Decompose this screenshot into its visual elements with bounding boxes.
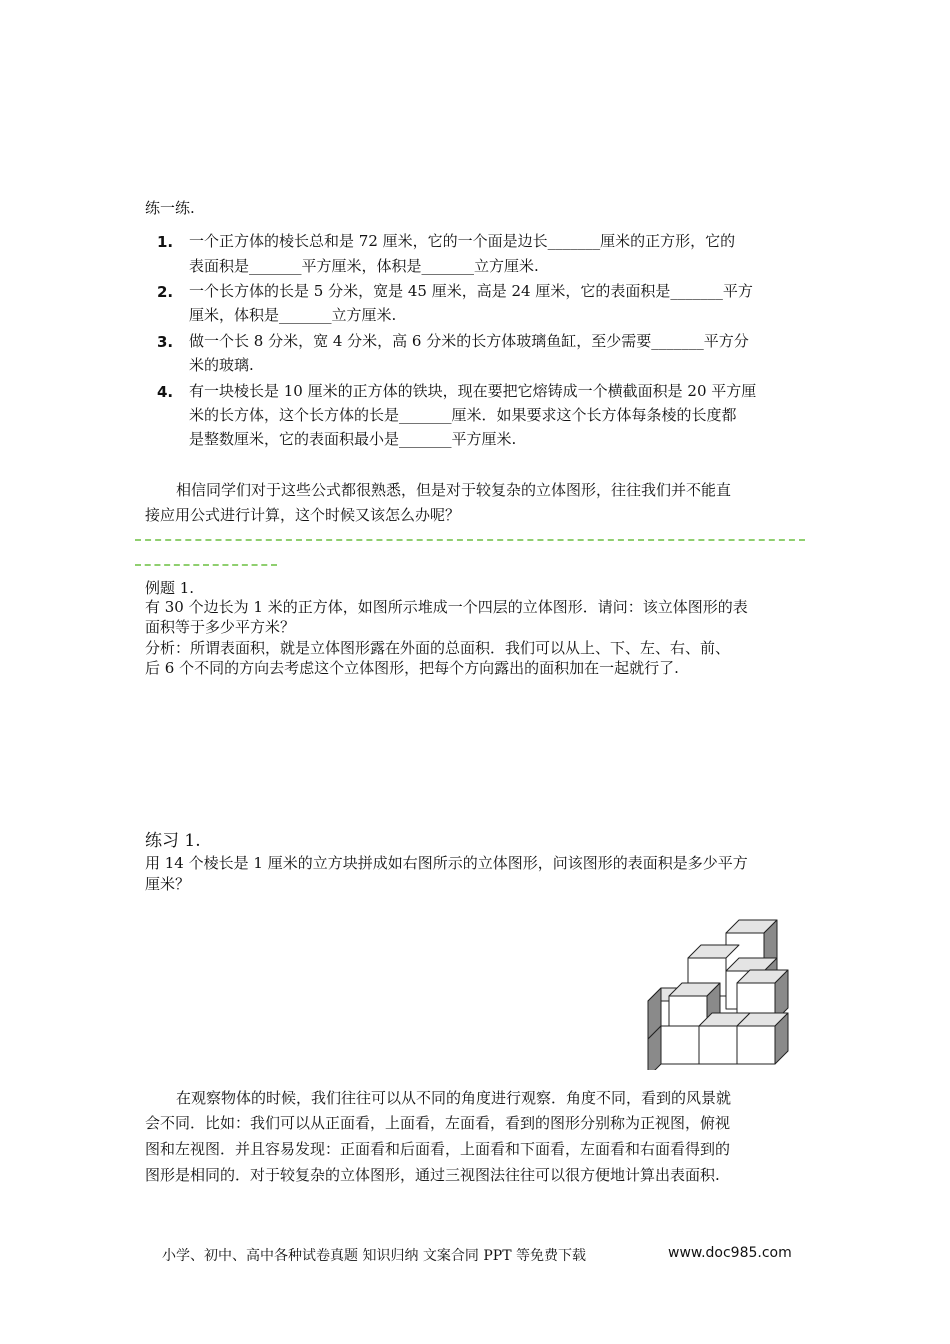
practice-heading: 练一练. xyxy=(145,199,195,217)
example-analysis-line1: 分析：所谓表面积，就是立体图形露在外面的总面积．我们可以从上、下、左、右、前、 xyxy=(145,639,731,657)
problem-1-number: 1. xyxy=(157,233,174,251)
intro-paragraph-line1: 相信同学们对于这些公式都很熟悉，但是对于较复杂的立体图形，往往我们并不能直 xyxy=(176,481,732,499)
exercise-line2: 厘米？ xyxy=(145,875,191,893)
cube-stack-figure xyxy=(640,915,805,1070)
problem-3-number: 3. xyxy=(157,333,174,351)
problem-3-line1: 做一个长 8 分米，宽 4 分米，高 6 分米的长方体玻璃鱼缸，至少需要_______平方分 xyxy=(189,332,749,350)
problem-4-line3: 是整数厘米，它的表面积最小是_______平方厘米. xyxy=(189,430,517,448)
problem-2-number: 2. xyxy=(157,283,174,301)
problem-4-line1: 有一块棱长是 10 厘米的正方体的铁块，现在要把它熔铸成一个横截面积是 20 平方厘 xyxy=(189,382,757,400)
closing-paragraph-line4: 图形是相同的．对于较复杂的立体图形，通过三视图法往往可以很方便地计算出表面积. xyxy=(145,1166,720,1184)
example-analysis-line2: 后 6 个不同的方向去考虑这个立体图形，把每个方向露出的面积加在一起就行了. xyxy=(145,659,679,677)
problem-4-line2: 米的长方体，这个长方体的长是_______厘米．如果要求这个长方体每条棱的长度都 xyxy=(189,406,737,424)
example-line1: 有 30 个边长为 1 米的正方体，如图所示堆成一个四层的立体图形．请问：该立体图形的表 xyxy=(145,598,748,616)
intro-paragraph-line2: 接应用公式进行计算，这个时候又该怎么办呢？ xyxy=(145,506,461,524)
exercise-title: 练习 1. xyxy=(145,831,201,851)
footer-text: 小学、初中、高中各种试卷真题 知识归纳 文案合同 PPT 等免费下载 xyxy=(162,1248,586,1264)
footer-site-link[interactable]: www.doc985.com xyxy=(668,1245,792,1261)
problem-2-line2: 厘米，体积是_______立方厘米. xyxy=(189,306,397,324)
exercise-line1: 用 14 个棱长是 1 厘米的立方块拼成如右图所示的立体图形，问该图形的表面积是多少平方 xyxy=(145,854,748,872)
problem-4-number: 4. xyxy=(157,383,174,401)
dashed-divider xyxy=(135,539,805,541)
closing-paragraph-line2: 会不同．比如：我们可以从正面看，上面看，左面看，看到的图形分别称为正视图，俯视 xyxy=(145,1114,731,1132)
closing-paragraph-line1: 在观察物体的时候，我们往往可以从不同的角度进行观察．角度不同，看到的风景就 xyxy=(176,1089,732,1107)
example-title: 例题 1. xyxy=(145,579,195,597)
problem-3-line2: 米的玻璃. xyxy=(189,356,254,374)
dashed-divider-continuation xyxy=(135,564,277,566)
problem-2-line1: 一个长方体的长是 5 分米，宽是 45 厘米，高是 24 厘米，它的表面积是_______平方 xyxy=(189,282,753,300)
problem-1-line2: 表面积是_______平方厘米，体积是_______立方厘米. xyxy=(189,257,539,275)
problem-1-line1: 一个正方体的棱长总和是 72 厘米，它的一个面是边长_______厘米的正方形，它的 xyxy=(189,232,736,250)
closing-paragraph-line3: 图和左视图．并且容易发现：正面看和后面看，上面看和下面看，左面看和右面看得到的 xyxy=(145,1140,731,1158)
example-line2: 面积等于多少平方米？ xyxy=(145,618,296,636)
